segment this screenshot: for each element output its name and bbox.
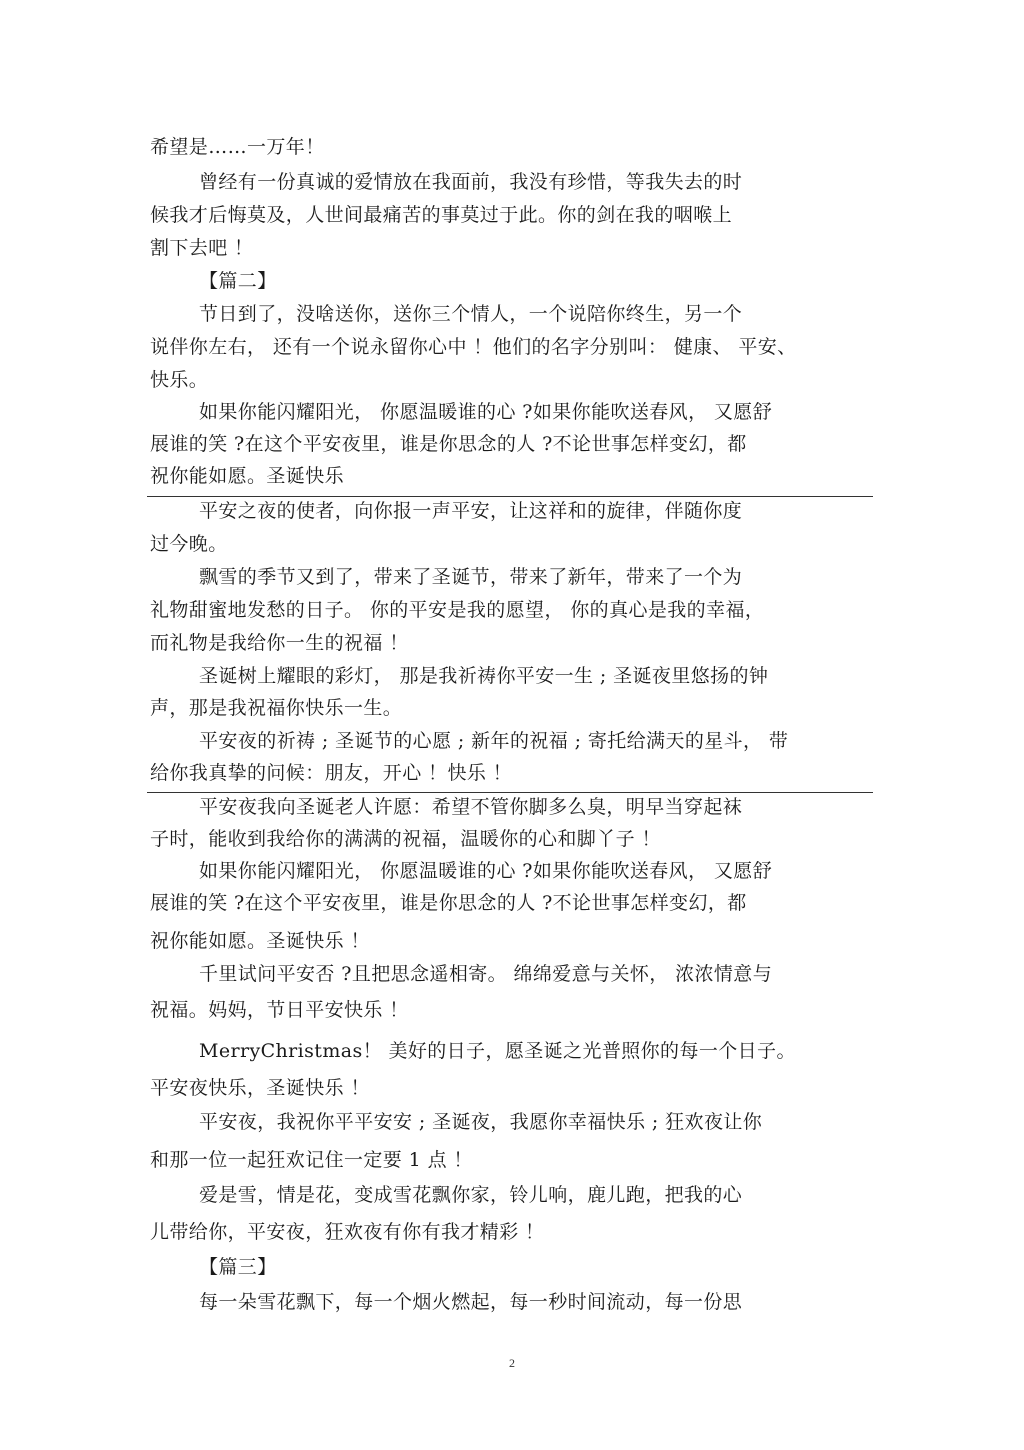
text-line: 平安夜快乐，圣诞快乐 ！ bbox=[150, 1077, 370, 1099]
section-heading: 【篇三】 bbox=[199, 1256, 277, 1278]
divider bbox=[147, 496, 873, 497]
text-line: 平安夜我向圣诞老人许愿：希望不管你脚多么臭，明早当穿起袜 bbox=[199, 796, 743, 818]
text-line: MerryChristmas！ 美好的日子，愿圣诞之光普照你的每一个日子。 bbox=[199, 1040, 796, 1062]
section-heading: 【篇二】 bbox=[199, 270, 277, 292]
text-line: 如果你能闪耀阳光， 你愿温暖谁的心 ?如果你能吹送春风， 又愿舒 bbox=[199, 401, 773, 423]
text-line: 平安夜，我祝你平平安安 ; 圣诞夜，我愿你幸福快乐 ; 狂欢夜让你 bbox=[199, 1111, 763, 1133]
text-line: 说伴你左右， 还有一个说永留你心中 ！他们的名字分别叫： 健康、 平安、 bbox=[150, 336, 797, 358]
text-line: 割下去吧 ！ bbox=[150, 237, 254, 259]
text-line: 爱是雪，情是花，变成雪花飘你家，铃儿响，鹿儿跑，把我的心 bbox=[199, 1184, 743, 1206]
text-line: 曾经有一份真诚的爱情放在我面前，我没有珍惜，等我失去的时 bbox=[199, 171, 743, 193]
text-line: 如果你能闪耀阳光， 你愿温暖谁的心 ?如果你能吹送春风， 又愿舒 bbox=[199, 860, 773, 882]
text-line: 祝你能如愿。圣诞快乐 bbox=[150, 465, 345, 487]
text-line: 平安之夜的使者，向你报一声平安，让这祥和的旋律，伴随你度 bbox=[199, 500, 743, 522]
text-line: 快乐。 bbox=[150, 369, 209, 391]
divider bbox=[147, 792, 873, 793]
text-line: 节日到了，没啥送你，送你三个情人，一个说陪你终生，另一个 bbox=[199, 303, 743, 325]
text-line: 和那一位一起狂欢记住一定要 1 点 ！ bbox=[150, 1149, 473, 1171]
text-line: 飘雪的季节又到了，带来了圣诞节，带来了新年，带来了一个为 bbox=[199, 566, 743, 588]
page-number: 2 bbox=[509, 1356, 515, 1370]
text-line: 给你我真挚的问候：朋友，开心 ！快乐 ！ bbox=[150, 762, 513, 784]
text-line: 千里试问平安否 ?且把思念遥相寄。 绵绵爱意与关怀， 浓浓情意与 bbox=[199, 963, 773, 985]
text-line: 展谁的笑 ?在这个平安夜里，谁是你思念的人 ?不论世事怎样变幻，都 bbox=[150, 892, 747, 914]
text-line: 子时，能收到我给你的满满的祝福，温暖你的心和脚丫子 ！ bbox=[150, 828, 661, 850]
text-line: 候我才后悔莫及，人世间最痛苦的事莫过于此。你的剑在我的咽喉上 bbox=[150, 204, 733, 226]
text-line: 圣诞树上耀眼的彩灯， 那是我祈祷你平安一生 ; 圣诞夜里悠扬的钟 bbox=[199, 665, 769, 687]
text-line: 每一朵雪花飘下，每一个烟火燃起，每一秒时间流动，每一份思 bbox=[199, 1291, 743, 1313]
text-line: 声，那是我祝福你快乐一生。 bbox=[150, 697, 403, 719]
text-line: 过今晚。 bbox=[150, 533, 228, 555]
text-line: 祝你能如愿。圣诞快乐 ！ bbox=[150, 930, 370, 952]
text-line: 祝福。妈妈，节日平安快乐 ！ bbox=[150, 999, 409, 1021]
text-line: 儿带给你，平安夜，狂欢夜有你有我才精彩 ！ bbox=[150, 1221, 545, 1243]
text-line: 礼物甜蜜地发愁的日子。 你的平安是我的愿望， 你的真心是我的幸福， bbox=[150, 599, 765, 621]
text-line: 平安夜的祈祷 ; 圣诞节的心愿 ; 新年的祝福 ; 寄托给满天的星斗， 带 bbox=[199, 730, 789, 752]
text-line: 而礼物是我给你一生的祝福 ！ bbox=[150, 632, 409, 654]
text-line: 展谁的笑 ?在这个平安夜里，谁是你思念的人 ?不论世事怎样变幻，都 bbox=[150, 433, 747, 455]
text-line: 希望是……一万年！ bbox=[150, 136, 325, 158]
